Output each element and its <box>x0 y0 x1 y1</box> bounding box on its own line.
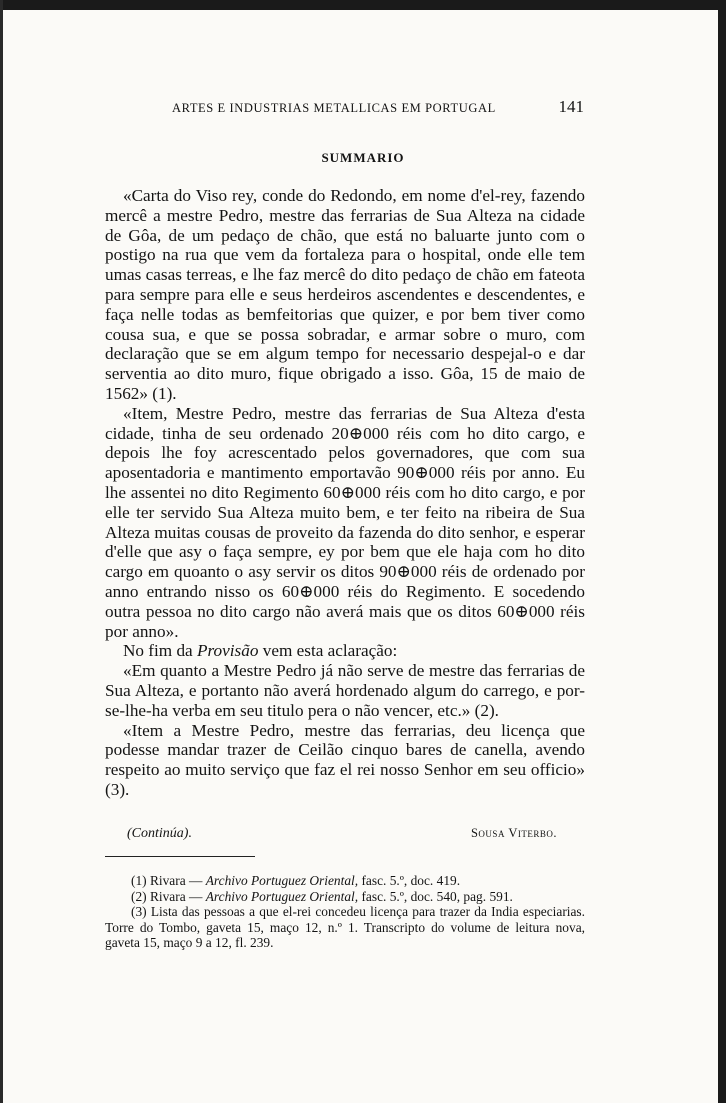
footnote-1-pre: (1) Rivara — <box>131 873 206 888</box>
footnote-2-italic: Archivo Portuguez Oriental, <box>205 888 359 904</box>
paragraph-carta: «Carta do Viso rey, conde do Redondo, em nome d'el-rey, fazendo mercê a mestre Pedro, mestre das ferrarias de Sua Alteza na cidade de Gôa, de um pedaço de chão, que está no baluarte junto com o postigo na rua que vem da fortaleza para o hospital, onde elle tem umas casas terreas, e lhe faz mercê do dito pedaço de chão em fateota para sempre para elle e seus herdeiros ascendentes e descendentes, e faça nelle todas as bemfeitorias que quizer, e por bem tiver como cousa sua, e que se possa sobradar, e armar sobre o muro, com declaração que se em algum tempo for necessario despejal-o e dar serventia ao dito muro, fique obrigado a isso. Gôa, 15 de maio de 1562» (1). <box>105 186 585 403</box>
provisao-before: No fim da <box>123 641 197 661</box>
footnote-1-post: fasc. 5.º, doc. 419. <box>358 873 461 888</box>
footnote-2-pre: (2) Rivara — <box>131 888 206 904</box>
paragraph-aclaracao: «Em quanto a Mestre Pedro já não serve de mestre das ferrarias de Sua Alteza, e portanto não averá hordenado algum do carrego, e por-se-lhe-ha verba em seu titulo pera o não vencer, etc.» (2). <box>105 661 585 720</box>
paragraph-provisao <box>105 641 585 661</box>
footnote-3 <box>105 904 585 951</box>
footnotes <box>105 873 585 951</box>
footnote-3-text: (3) Lista das pessoas a que el-rei concedeu licença para trazer da India especiarias. Torre do Tombo, gaveta 15, maço 12, n.º 1. Transcripto do volume de leitura nova, gaveta 15, maço 9 a 12, fl. 239. <box>105 904 585 950</box>
footnote-rule <box>105 856 255 857</box>
author-signature: Sousa Viterbo. <box>470 826 557 840</box>
provisao-after: vem esta aclaração: <box>258 641 398 661</box>
body-text <box>105 186 585 800</box>
paragraph-licenca: «Item a Mestre Pedro, mestre das ferrarias, deu licença que podesse mandar trazer de Ceilão cinquo bares de canella, avendo respeito ao muito serviço que faz el rei nosso Senhor em seu officio» (3). <box>105 720 585 799</box>
footnote-1-italic: Archivo Portuguez Oriental, <box>205 873 359 888</box>
footnote-2-post: fasc. 5.º, doc. 540, pag. 591. <box>358 888 513 904</box>
continua-label: (Continúa). <box>127 826 192 841</box>
provisao-italic: Provisão <box>197 641 259 661</box>
scan-edge-top <box>0 0 726 10</box>
running-title: ARTES E INDUSTRIAS METALLICAS EM PORTUGAL <box>172 101 496 115</box>
footnote-1 <box>105 873 585 889</box>
footnote-2 <box>105 889 585 905</box>
page-number: 141 <box>558 97 584 116</box>
section-heading: SUMMARIO <box>321 150 405 165</box>
paragraph-item-pedro: «Item, Mestre Pedro, mestre das ferrarias de Sua Alteza d'esta cidade, tinha de seu ordenado 20⊕000 réis com ho dito cargo, e depois lhe foy acrescentado pelos governadores, que com sua aposentadoria e mantimento emportavão 90⊕000 réis por anno. Eu lhe assentei no dito Regimento 60⊕000 réis com ho dito cargo, e por elle ter servido Sua Alteza muito bem, e ter feito na ribeira de Sua Alteza muitas cousas de proveito da fazenda do dito senhor, e esperar d'elle que asy o faça sempre, ey por bem que ele haja com ho dito cargo em quoanto o asy servir os ditos 90⊕000 réis de ordenado por anno entrando nisso os 60⊕000 réis do Regimento. E socedendo outra pessoa no dito cargo não averá mais que os ditos 60⊕000 réis por anno». <box>105 403 585 641</box>
